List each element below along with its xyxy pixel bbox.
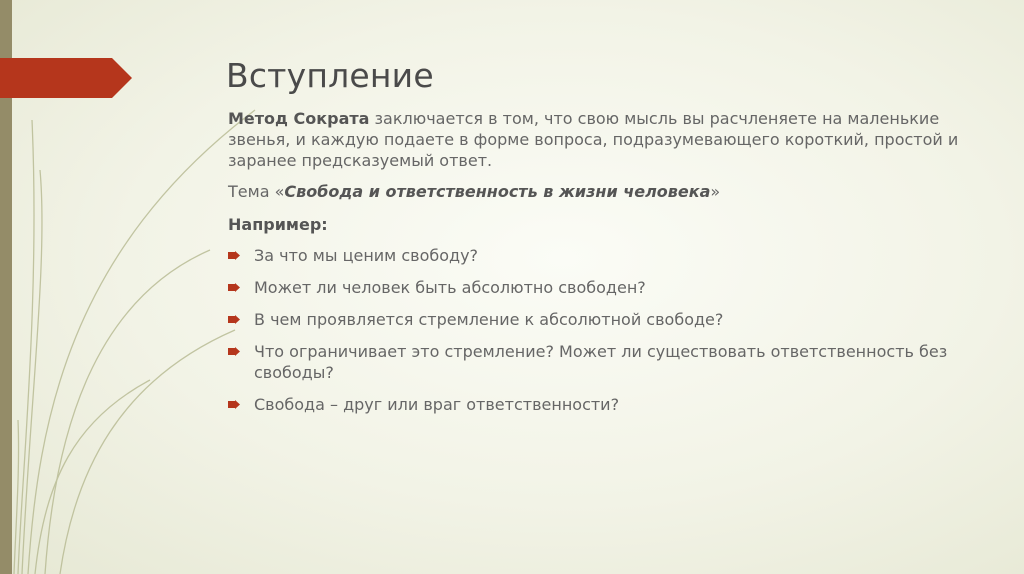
- slide-title: Вступление: [226, 56, 434, 95]
- intro-bold: Метод Сократа: [228, 109, 370, 128]
- title-arrow-icon: [0, 58, 132, 98]
- topic-suffix: »: [710, 182, 721, 201]
- questions-list: [228, 245, 988, 415]
- topic-emphasis: Свобода и ответственность в жизни человека: [284, 182, 711, 201]
- example-label: Например:: [228, 215, 328, 234]
- arrow-bullet-icon: [228, 347, 240, 356]
- list-item: [228, 394, 988, 415]
- arrow-bullet-icon: [228, 315, 240, 324]
- topic-prefix: Тема «: [228, 182, 285, 201]
- arrow-bullet-icon: [228, 283, 240, 292]
- question-text: Может ли человек быть абсолютно свободен?: [254, 278, 646, 297]
- intro-text: заключается в том, что свою мысль вы расчленяете на маленькие звенья, и каждую подаете в форме вопроса, подразумевающего короткий, простой и заранее предсказуемый ответ.: [228, 109, 959, 170]
- list-item: [228, 341, 988, 383]
- arrow-bullet-icon: [228, 251, 240, 260]
- intro-paragraph: [228, 108, 988, 171]
- list-item: [228, 277, 988, 298]
- question-text: В чем проявляется стремление к абсолютной свободе?: [254, 310, 724, 329]
- topic-line: [228, 181, 988, 202]
- question-text: Что ограничивает это стремление? Может ли существовать ответственность без свободы?: [254, 342, 948, 382]
- question-text: Свобода – друг или враг ответственности?: [254, 395, 620, 414]
- arrow-bullet-icon: [228, 400, 240, 409]
- question-text: За что мы ценим свободу?: [254, 246, 479, 265]
- list-item: [228, 309, 988, 330]
- slide-content: [228, 108, 988, 426]
- list-item: [228, 245, 988, 266]
